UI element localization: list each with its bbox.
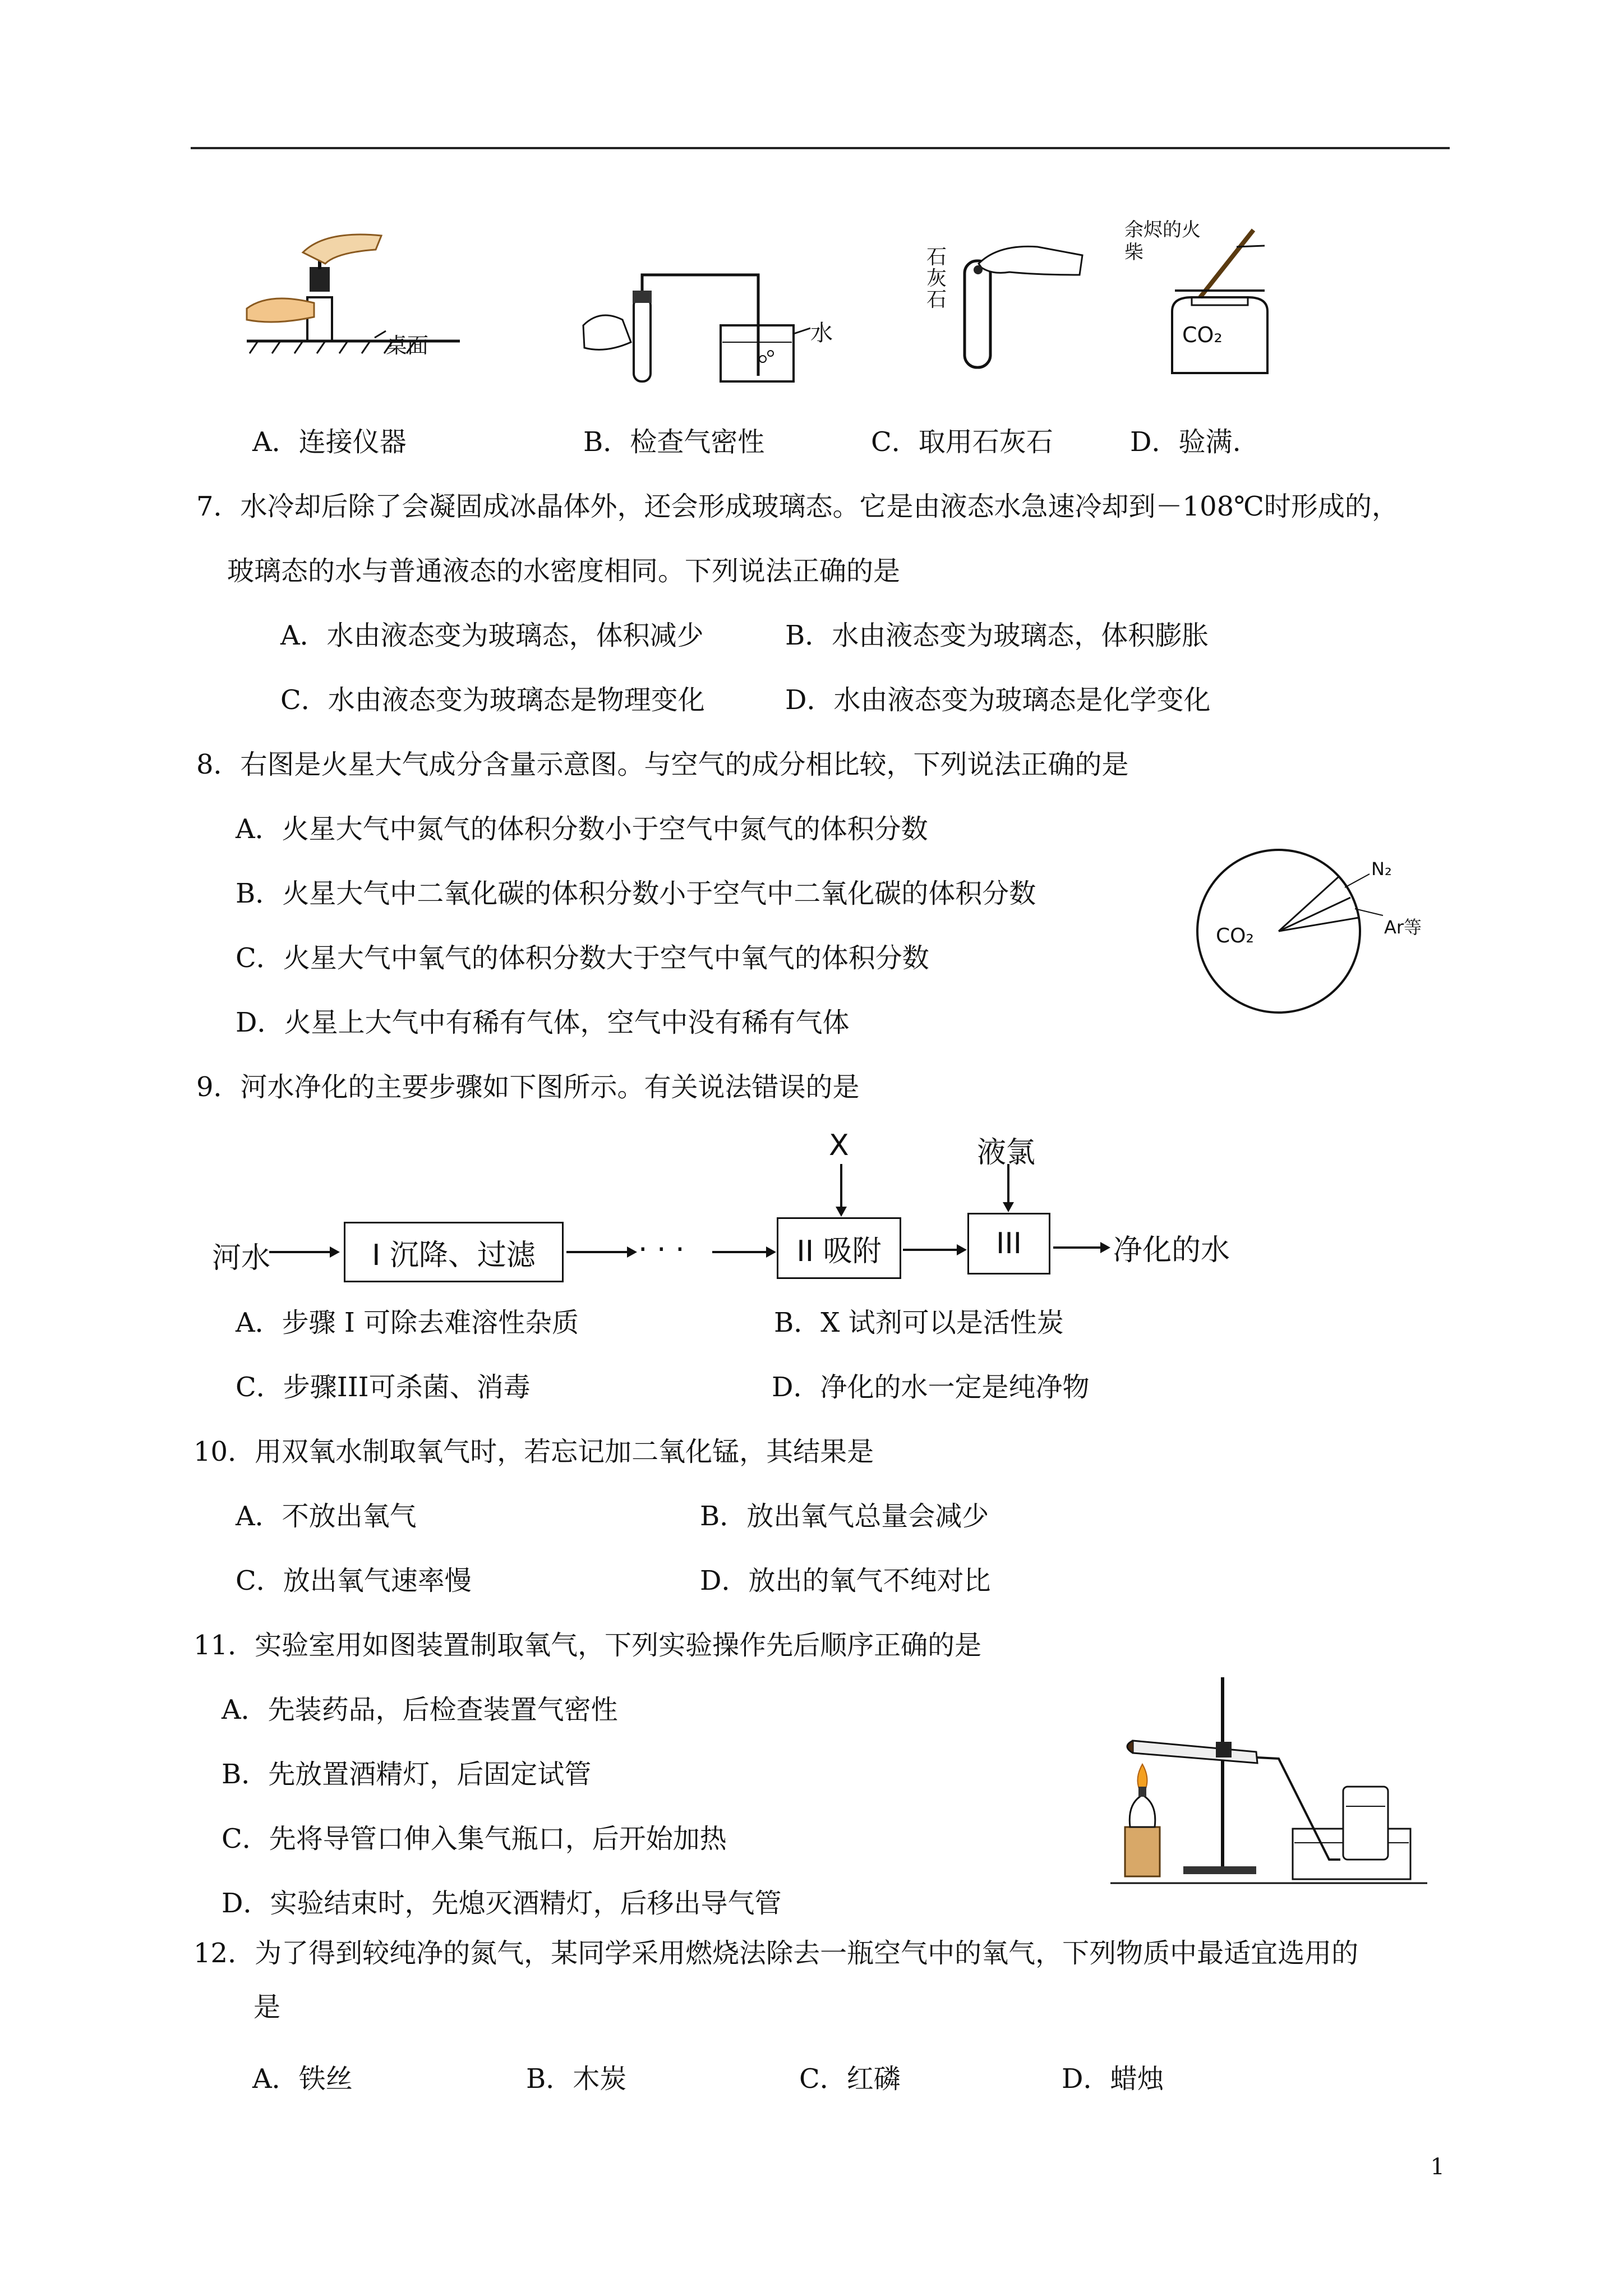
q11-option-d[interactable]: D．实验结束时，先熄灭酒精灯，后移出导气管 (222, 1888, 782, 1919)
q6-option-a[interactable]: A．连接仪器 (252, 426, 407, 458)
flow-input-liquid-chlorine: 液氯 (977, 1136, 1036, 1170)
q7-stem-line1: 7．水冷却后除了会凝固成冰晶体外，还会形成玻璃态。它是由液态水急速冷却到－108℃时形成的， (196, 491, 1399, 522)
label-ember-match: 余烬的火柴 (1124, 219, 1201, 264)
flow-step1-box: I 沉降、过滤 (344, 1222, 564, 1282)
q12-stem-line2: 是 (253, 1991, 281, 2023)
pie-label-ar: Ar等 (1384, 917, 1422, 938)
oxygen-preparation-apparatus (1110, 1674, 1430, 1888)
q12-option-b[interactable]: B．木炭 (526, 2063, 627, 2095)
flow-arrow-2 (566, 1234, 639, 1268)
flow-step3-box: III (967, 1213, 1050, 1274)
figure-b-airtightness-check (578, 264, 819, 387)
q9-option-c[interactable]: C．步骤III可杀菌、消毒 (236, 1372, 531, 1403)
q10-option-b[interactable]: B．放出氧气总量会减少 (700, 1501, 989, 1532)
flow-input-x: X (829, 1129, 849, 1162)
label-limestone: 石灰石 (926, 246, 947, 311)
q8-option-c[interactable]: C．火星大气中氧气的体积分数大于空气中氧气的体积分数 (236, 942, 929, 974)
q6-option-c[interactable]: C．取用石灰石 (871, 426, 1053, 458)
flow-arrow-3 (712, 1234, 780, 1268)
q8-stem: 8．右图是火星大气成分含量示意图。与空气的成分相比较，下列说法正确的是 (196, 749, 1129, 780)
q12-option-c[interactable]: C．红磷 (799, 2063, 901, 2095)
q8-option-b[interactable]: B．火星大气中二氧化碳的体积分数小于空气中二氧化碳的体积分数 (236, 878, 1036, 909)
flow-arrow-x-down (830, 1164, 852, 1220)
q11-stem: 11．实验室用如图装置制取氧气，下列实验操作先后顺序正确的是 (193, 1630, 982, 1661)
figure-c-take-limestone (953, 222, 1099, 379)
pie-label-co2: CO₂ (1216, 924, 1254, 947)
q8-option-a[interactable]: A．火星大气中氮气的体积分数小于空气中氮气的体积分数 (236, 813, 928, 845)
flow-start-river-water: 河水 (212, 1241, 271, 1275)
flow-arrow-cl-down (997, 1164, 1020, 1214)
q6-option-d[interactable]: D．验满. (1130, 426, 1241, 458)
q7-option-a[interactable]: A．水由液态变为玻璃态，体积减少 (280, 620, 704, 651)
q8-option-d[interactable]: D．火星上大气中有稀有气体，空气中没有稀有气体 (236, 1007, 850, 1038)
q9-option-b[interactable]: B．X 试剂可以是活性炭 (774, 1307, 1064, 1338)
q10-stem: 10．用双氧水制取氧气时，若忘记加二氧化锰，其结果是 (193, 1436, 874, 1467)
q7-option-b[interactable]: B．水由液态变为玻璃态，体积膨胀 (785, 620, 1209, 651)
flow-end-purified-water: 净化的水 (1113, 1234, 1230, 1267)
q11-option-c[interactable]: C．先将导管口伸入集气瓶口，后开始加热 (222, 1823, 727, 1855)
label-table-surface: 桌面 (386, 333, 429, 358)
q10-option-c[interactable]: C．放出氧气速率慢 (236, 1565, 472, 1596)
q7-stem-line2: 玻璃态的水与普通液态的水密度相同。下列说法正确的是 (227, 555, 901, 587)
q11-option-b[interactable]: B．先放置酒精灯，后固定试管 (222, 1759, 592, 1790)
flow-ellipsis: · · · (638, 1233, 685, 1267)
q9-option-a[interactable]: A．步骤 I 可除去难溶性杂质 (236, 1307, 579, 1338)
q12-option-a[interactable]: A．铁丝 (252, 2063, 353, 2095)
flow-arrow-1 (269, 1234, 342, 1268)
q7-option-d[interactable]: D．水由液态变为玻璃态是化学变化 (785, 684, 1211, 716)
flow-arrow-5 (1053, 1230, 1115, 1263)
flow-arrow-4 (903, 1232, 970, 1266)
q12-option-d[interactable]: D．蜡烛 (1062, 2063, 1164, 2095)
q12-stem-line1: 12．为了得到较纯净的氮气，某同学采用燃烧法除去一瓶空气中的氧气，下列物质中最适宜选用的 (193, 1938, 1359, 1969)
q6-option-b[interactable]: B．检查气密性 (583, 426, 765, 458)
q9-option-d[interactable]: D．净化的水一定是纯净物 (772, 1372, 1090, 1403)
q10-option-a[interactable]: A．不放出氧气 (236, 1501, 417, 1532)
label-water: 水 (810, 320, 833, 346)
page-number: 1 (1430, 2154, 1445, 2180)
flow-step2-box: II 吸附 (777, 1217, 901, 1279)
pie-label-n2: N₂ (1371, 858, 1392, 880)
q7-option-c[interactable]: C．水由液态变为玻璃态是物理变化 (280, 684, 705, 716)
q11-option-a[interactable]: A．先装药品，后检查装置气密性 (222, 1694, 618, 1726)
q9-stem: 9．河水净化的主要步骤如下图所示。有关说法错误的是 (196, 1071, 860, 1103)
figure-a-connect-apparatus (241, 219, 465, 387)
q10-option-d[interactable]: D．放出的氧气不纯对比 (700, 1565, 991, 1596)
label-co2-bottle: CO₂ (1182, 323, 1223, 347)
header-rule (191, 147, 1450, 149)
